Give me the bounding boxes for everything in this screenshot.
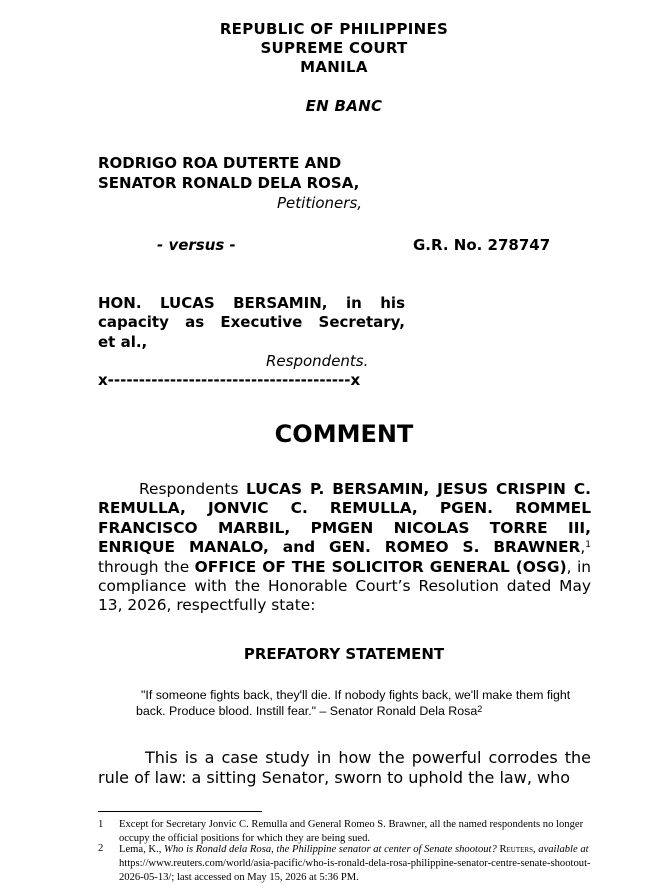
footnote-ref-1: 1 xyxy=(585,540,591,551)
respondents-name-line3: et al., xyxy=(98,333,148,351)
section-heading: PREFATORY STATEMENT xyxy=(243,645,445,663)
footnote-2-publisher: Reuters, xyxy=(496,844,539,855)
footnote-2-number: 2 xyxy=(98,843,104,854)
gr-number: G.R. No. 278747 xyxy=(413,236,551,254)
quote-text: "If someone fights back, they'll die. If nobody fights back, we'll make them fight back. Produce blood. Instill fear." – Senator Ronald Dela Rosa xyxy=(136,688,571,718)
petitioners-name-line2: SENATOR RONALD DELA ROSA, xyxy=(98,174,360,192)
footnote-1-number: 1 xyxy=(98,819,104,830)
respondents-name-line1: HON. LUCAS BERSAMIN, in his xyxy=(98,294,405,312)
court-division: EN BANC xyxy=(305,97,383,115)
body-paragraph: This is a case study in how the powerful corrodes the rule of law: a sitting Senator, sworn to uphold the law, who xyxy=(98,748,591,787)
respondents-name-line2: capacity as Executive Secretary, xyxy=(98,313,405,331)
court-header-republic: REPUBLIC OF PHILIPPINES xyxy=(219,20,449,38)
footnote-divider xyxy=(98,811,262,812)
intro-paragraph xyxy=(98,480,591,616)
intro-text-3: through the xyxy=(98,557,195,576)
footnote-2-url[interactable]: https://www.reuters.com/world/asia-pacific/who-is-ronald-dela-rosa-philippine-senator-centre-senate-shootout-2026-05-13/; last accessed on May 15, 2026 at 5:36 PM. xyxy=(119,858,591,883)
versus-label: - versus - xyxy=(157,236,236,254)
respondent-names: LUCAS P. BERSAMIN, JESUS CRISPIN C. REMULLA, JONVIC C. REMULLA, PGEN. ROMMEL FRANCISCO MARBIL, PMGEN NICOLAS TORRE III, ENRIQUE MANALO, and GEN. ROMEO S. BRAWNER xyxy=(98,480,592,557)
caption-divider: x---------------------------------------x xyxy=(98,371,361,389)
intro-text-1: Respondents xyxy=(139,480,246,498)
footnote-1-text: Except for Secretary Jonvic C. Remulla and General Romeo S. Brawner, all the named respondents no longer occupy the official positions for which they are being sued. xyxy=(119,819,584,844)
court-header-supreme-court: SUPREME COURT xyxy=(260,39,408,57)
document-title: COMMENT xyxy=(274,420,414,448)
footnote-2-available: available at xyxy=(538,844,589,855)
court-header-city: MANILA xyxy=(300,58,368,76)
epigraph-quote xyxy=(136,687,596,719)
respondents-label: Respondents. xyxy=(266,352,369,370)
footnote-2-title: Who is Ronald dela Rosa, the Philippine senator at center of Senate shootout? xyxy=(164,844,497,855)
intro-text-2: , xyxy=(580,538,586,557)
petitioners-name-line1: RODRIGO ROA DUTERTE AND xyxy=(98,154,342,172)
intro-text-4: , in compliance with the Honorable Court’s Resolution dated May 13, 2026, respectfully state: xyxy=(98,557,591,615)
footnote-ref-2: 2 xyxy=(477,704,483,714)
petitioners-label: Petitioners, xyxy=(277,194,363,212)
footnote-2-text xyxy=(119,843,597,885)
osg-name: OFFICE OF THE SOLICITOR GENERAL (OSG) xyxy=(194,557,567,576)
footnote-2-author: Lema, K., xyxy=(119,844,165,855)
